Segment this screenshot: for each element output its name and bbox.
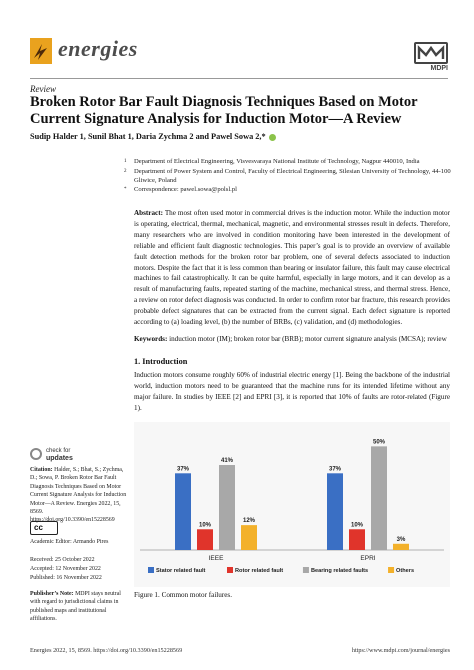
affiliation-text: Department of Electrical Engineering, Visvesvaraya National Institute of Technology, Nagpur 440010, India: [134, 158, 420, 165]
correspondence: [124, 186, 454, 195]
citation-text[interactable]: Halder, S.; Bhat, S.; Zychma, D.; Sowa, P. Broken Rotor Bar Fault Diagnosis Techniques Based on Motor Current Signature Analysis for Induction Motor—A Review. Energies 2022, 15, 8569. https://doi.org/10.3390/en15228569: [30, 467, 127, 524]
published-date: Published: 16 November 2022: [30, 575, 102, 581]
bar-value-label: 3%: [396, 536, 406, 543]
check-for-updates-icon[interactable]: [30, 448, 42, 460]
received-date: Received: 25 October 2022: [30, 557, 95, 563]
bar-value-label: 12%: [242, 518, 256, 525]
bar-epri-1: [349, 529, 365, 550]
publisher-logo-icon[interactable]: [414, 42, 448, 64]
academic-editor: Academic Editor: Armando Pires: [30, 539, 109, 545]
bar-ieee-1: [197, 529, 213, 550]
figure-caption: Figure 1. Common motor failures.: [134, 591, 232, 599]
bar-ieee-0: [175, 473, 191, 550]
abstract: [134, 208, 450, 328]
article-type: Review: [30, 84, 56, 94]
legend-swatch: [148, 567, 154, 573]
journal-logo-icon: [30, 38, 52, 64]
bar-epri-2: [371, 446, 387, 550]
journal-header: [30, 34, 450, 78]
motor-failures-chart: [134, 422, 450, 587]
header-divider: [30, 78, 448, 79]
bar-value-label: 10%: [350, 522, 364, 529]
affiliation-text: Department of Power System and Control, Faculty of Electrical Engineering, Silesian University of Technology, 44-100 Gliwice, Poland: [134, 168, 451, 184]
keywords-label: Keywords:: [134, 335, 168, 343]
keywords-text: induction motor (IM); broken rotor bar (BRB); motor current signature analysis (MCSA); review: [169, 335, 447, 343]
bar-epri-0: [327, 473, 343, 550]
publisher-note-text: MDPI stays neutral with regard to jurisdictional claims in published maps and institutional affiliations.: [30, 591, 121, 623]
accepted-date: Accepted: 12 November 2022: [30, 566, 101, 572]
affiliation-1: [124, 158, 454, 167]
affiliation-number: 2: [124, 169, 127, 174]
affiliation-number: 1: [124, 159, 127, 164]
check-line-1: check for: [46, 448, 71, 454]
orcid-icon[interactable]: [269, 134, 276, 141]
bar-value-label: 41%: [220, 458, 234, 465]
bar-value-label: 37%: [176, 466, 190, 473]
intro-paragraph: Induction motors consume roughly 60% of industrial electric energy [1]. Being the backbone of the industrial world, induction motors need to be guaranteed that the machine runs for its intended lifetime without any major failure. In studies by IEEE [2] and EPRI [3], it is reported that 10% of faults are rotor-related (Figure 1).: [134, 371, 450, 412]
abstract-label: Abstract:: [134, 209, 163, 217]
publisher-note-label: Publisher’s Note:: [30, 591, 74, 597]
publisher-logo-mark: [416, 44, 446, 62]
footer-journal-link[interactable]: https://www.mdpi.com/journal/energies: [351, 647, 450, 654]
author-list: [30, 132, 448, 141]
affiliation-number: *: [124, 187, 127, 192]
category-label: IEEE: [208, 555, 224, 562]
cc-label: cc: [34, 523, 43, 532]
page-footer: [30, 647, 450, 654]
check-for-updates[interactable]: [46, 448, 73, 462]
publisher-note: [30, 590, 128, 624]
citation-block: [30, 466, 128, 525]
footer-citation[interactable]: Energies 2022, 15, 8569. https://doi.org/10.3390/en15228569: [30, 647, 183, 654]
legend-label: Rotor related fault: [235, 568, 284, 574]
bar-ieee-3: [241, 525, 257, 550]
legend-swatch: [303, 567, 309, 573]
legend-swatch: [388, 567, 394, 573]
journal-name[interactable]: energies: [58, 36, 138, 61]
bar-value-label: 50%: [372, 439, 386, 446]
citation-label: Citation:: [30, 467, 53, 473]
correspondence-text[interactable]: Correspondence: pawel.sowa@polsl.pl: [134, 186, 237, 193]
cc-license-icon[interactable]: [30, 521, 58, 535]
legend-label: Stator related fault: [156, 568, 206, 574]
publisher-name: MDPI: [430, 65, 448, 72]
authors-text: Sudip Halder 1, Sunil Bhat 1, Daria Zychma 2 and Pawel Sowa 2,*: [30, 132, 266, 141]
legend-label: Bearing related faults: [310, 568, 369, 574]
keywords: [134, 334, 450, 345]
section-title: 1. Introduction: [134, 357, 188, 366]
bar-ieee-2: [219, 465, 235, 550]
legend-swatch: [227, 567, 233, 573]
check-line-2: updates: [46, 455, 73, 462]
bar-value-label: 10%: [198, 522, 212, 529]
article-title: Broken Rotor Bar Fault Diagnosis Techniques Based on Motor Current Signature Analysis for Induction Motor—A Review: [30, 94, 418, 127]
affiliation-2: [124, 168, 454, 185]
bar-value-label: 37%: [328, 466, 342, 473]
category-label: EPRI: [360, 555, 376, 562]
abstract-text: The most often used motor in commercial drives is the induction motor. While the induction motor is operating, electrical, thermal, mechanical, magnetic, and environmental stresses result in defects. Therefore, many researchers who are involved in condition monitoring have been interested in the development of reliable and efficient fault diagnostic technologies. This paper’s goal is to provide an overview of available fault detection methods for the broken rotor bar problem, one of several defects associated to induction motors. Despite the fact that it is less common than bearing or insulator failure, this fault may cause electrical machines to fail catastrophically. It can be quite harmful, especially in large motors, and it can develop as a result of manufacturing faults, repeated starting of the machine, mechanical stress, and thermal stress. Hence, a review on rotor defect diagnosis was conducted. In order to confirm rotor bar fracture, this research provides probable defect signatures that can be extracted from the current signal. Each defect signature is reported according to (a) loading level, (b) the number of BRBs, (c) validation, and (d) methodologies.: [134, 209, 450, 327]
legend-label: Others: [396, 568, 415, 574]
bar-epri-3: [393, 544, 409, 550]
